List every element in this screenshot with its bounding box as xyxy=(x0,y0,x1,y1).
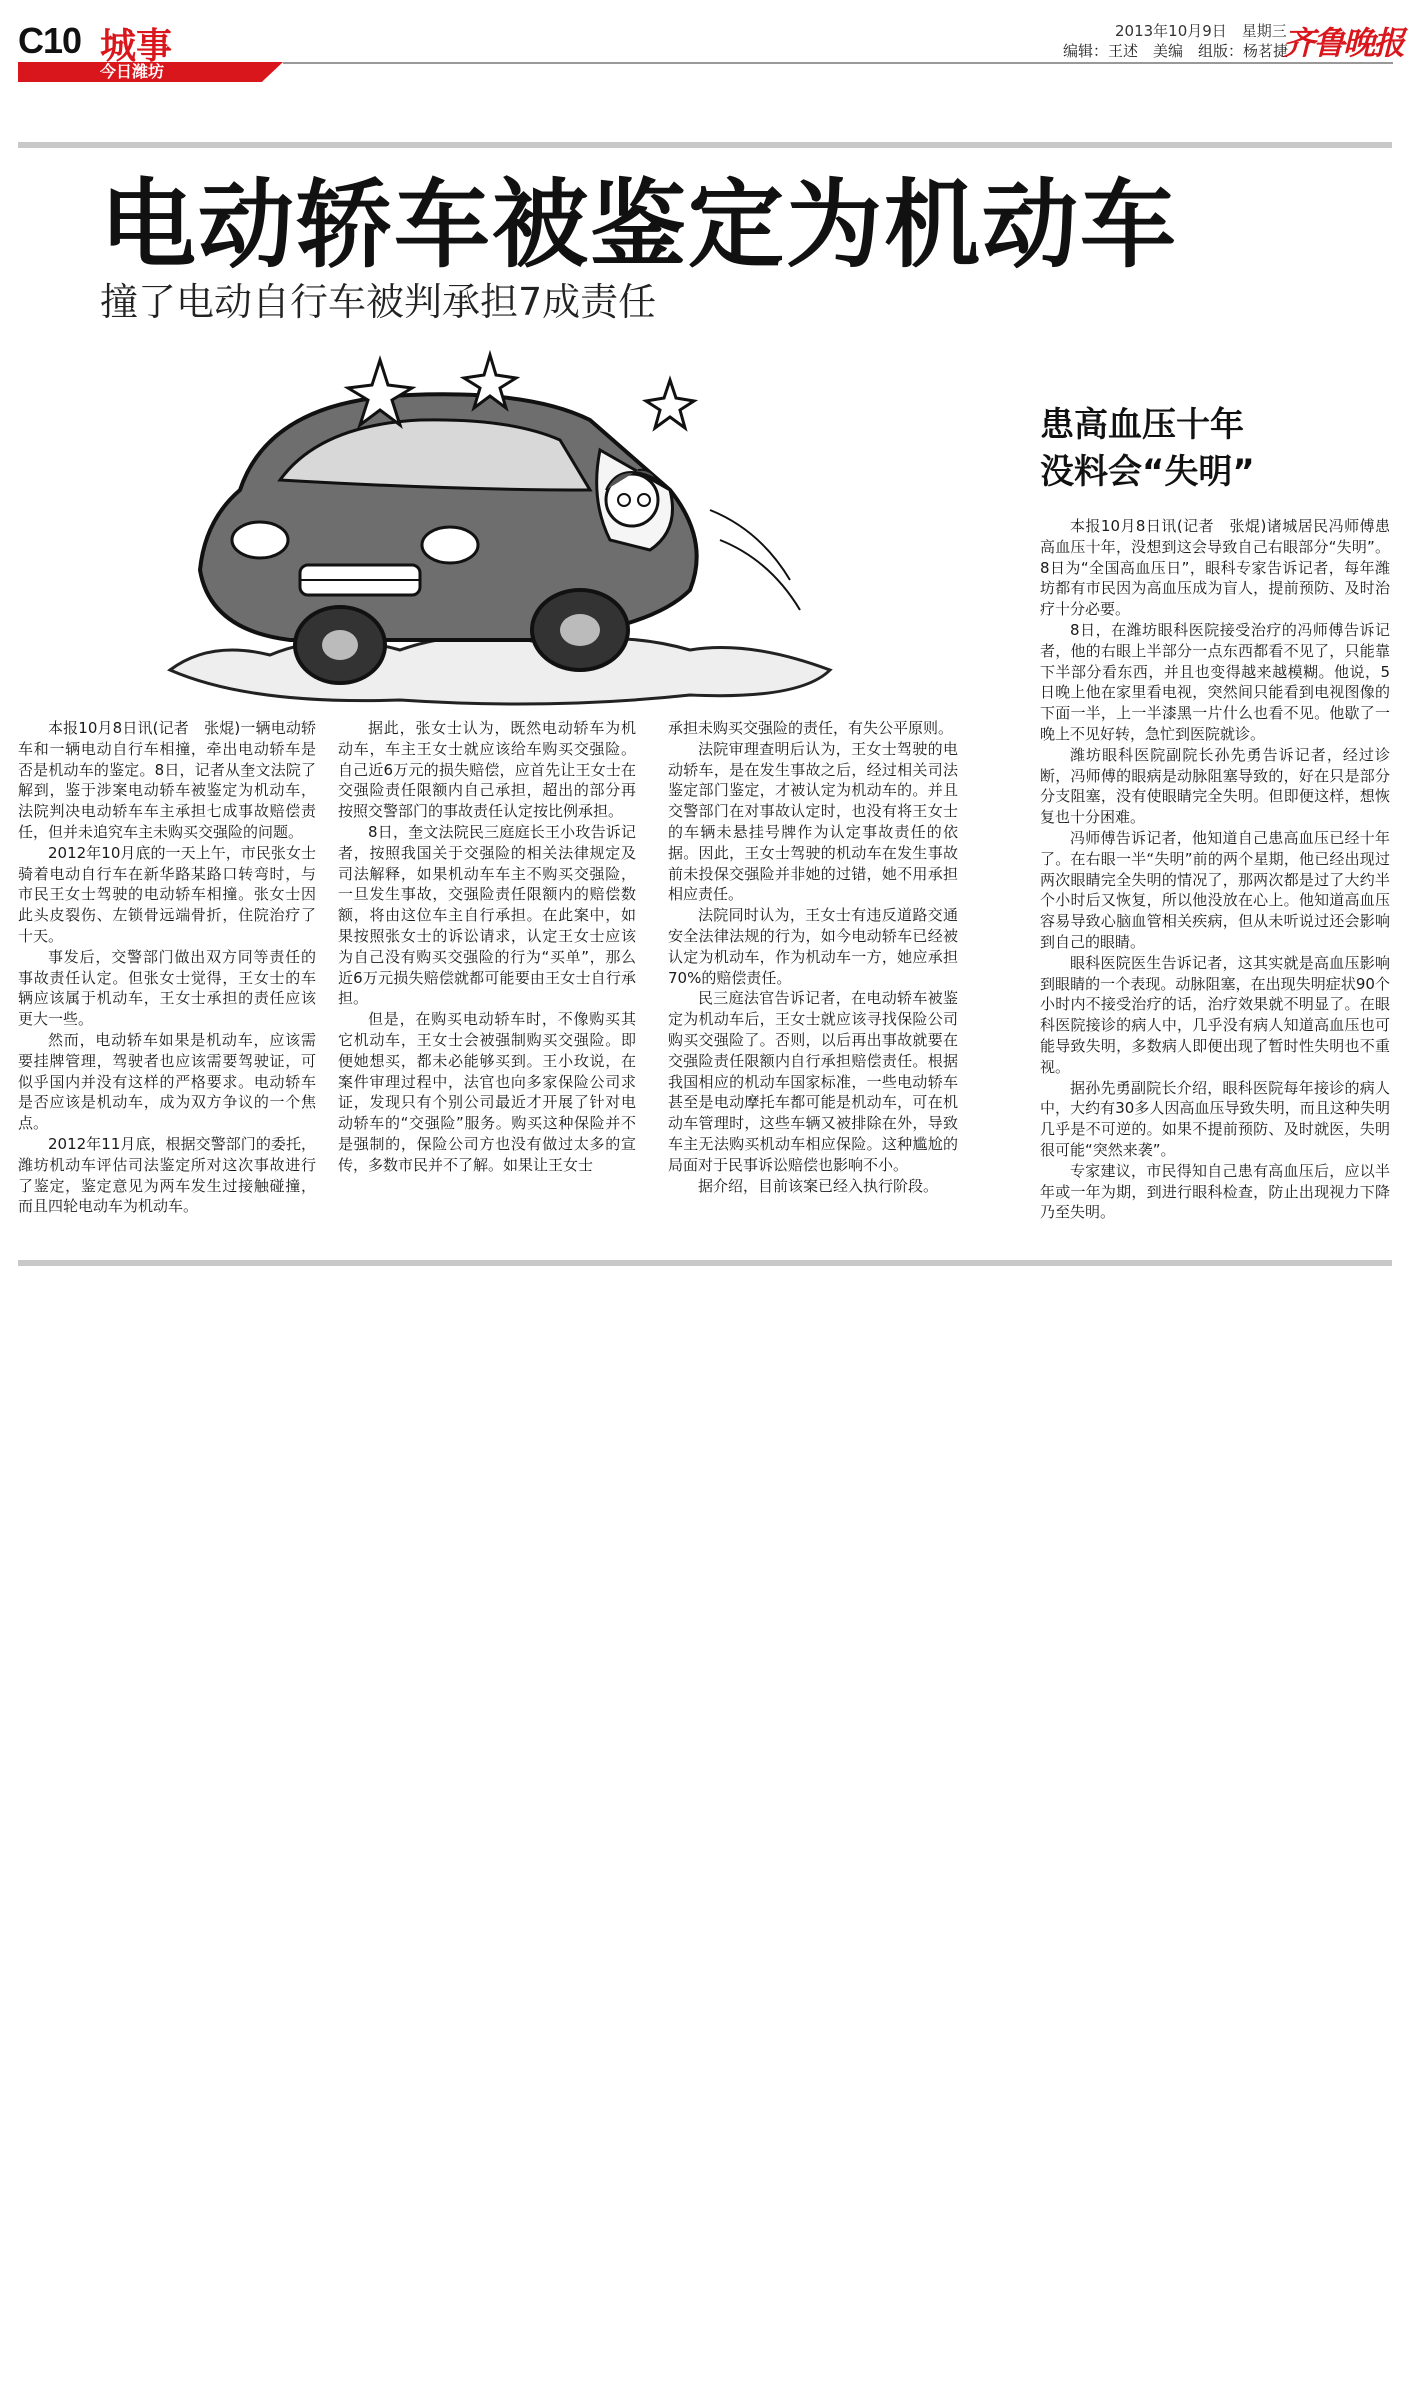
paragraph: 法院同时认为，王女士有违反道路交通安全法律法规的行为，如今电动轿车已经被认定为机动车，作为机动车一方，她应承担70%的赔偿责任。 xyxy=(668,906,958,987)
side-article-body xyxy=(1040,516,1390,1223)
bottom-rule xyxy=(18,1260,1392,1266)
page-number: C10 xyxy=(18,20,82,61)
paragraph: 然而，电动轿车如果是机动车，应该需要挂牌管理，驾驶者也应该需要驾驶证，可似乎国内并没有这样的严格要求。电动轿车是否应该是机动车，成为双方争议的一个焦点。 xyxy=(18,1030,316,1133)
paragraph: 2012年11月底，根据交警部门的委托，潍坊机动车评估司法鉴定所对这次事故进行了鉴定，鉴定意见为两车发生过接触碰撞，而且四轮电动车为机动车。 xyxy=(18,1134,316,1216)
header-divider xyxy=(283,62,1393,64)
side-article-title xyxy=(1040,402,1255,496)
paragraph: 据孙先勇副院长介绍，眼科医院每年接诊的病人中，大约有30多人因高血压导致失明，而且这种失明几乎是不可逆的。如果不提前预防、及时就医，失明很可能“突然来袭”。 xyxy=(1040,1078,1390,1159)
paragraph: 承担未购买交强险的责任，有失公平原则。 xyxy=(668,719,954,737)
subsection-label: 今日潍坊 xyxy=(100,62,165,81)
paragraph: 据介绍，目前该案已经入执行阶段。 xyxy=(698,1176,939,1195)
headline: 电动轿车被鉴定为机动车 xyxy=(100,169,1178,281)
side-title-line-2: 没料会“失明” xyxy=(1040,452,1255,492)
paragraph: 法院审理查明后认为，王女士驾驶的电动轿车，是在发生事故之后，经过相关司法鉴定部门鉴定，才被认定为机动车的。并且交警部门在对事故认定时，也没有将王女士的车辆未悬挂号牌作为认定事故责任的依据。因此，王女士驾驶的机动车在发生事故前未投保交强险并非她的过错，她不用承担相应责任。 xyxy=(668,739,958,904)
editor-credits: 编辑：王述 美编 组版：杨茗捷 xyxy=(1063,42,1289,60)
paragraph: 眼科医院医生告诉记者，这其实就是高血压影响到眼睛的一个表现。动脉阻塞，在出现失明症状90个小时内不接受治疗的话，治疗效果就不明显了。在眼科医院接诊的病人中，几乎没有病人知道高血压也可能导致失明，多数病人即便出现了暂时性失明也不重视。 xyxy=(1040,953,1390,1076)
paragraph: 事发后，交警部门做出双方同等责任的事故责任认定。但张女士觉得，王女士的车辆应该属于机动车，王女士承担的责任应该更大一些。 xyxy=(18,947,316,1029)
paragraph: 专家建议，市民得知自己患有高血压后，应以半年或一年为期，到进行眼科检查，防止出现视力下降乃至失明。 xyxy=(1040,1161,1390,1222)
paragraph: 潍坊眼科医院副院长孙先勇告诉记者，经过诊断，冯师傅的眼病是动脉阻塞导致的，好在只是部分分支阻塞，没有使眼睛完全失明。但即便这样，想恢复也十分困难。 xyxy=(1040,745,1390,827)
newspaper-logo: 齐鲁晚报 xyxy=(1283,24,1404,62)
paragraph: 冯师傅告诉记者，他知道自己患高血压已经十年了。在右眼一半“失明”前的两个星期，他已经出现过两次眼睛完全失明的情况了，那两次都是过了大约半个小时后又恢复，所以他没放在心上。他知道高血压容易导致心脑血管相关疾病，但从未听说过还会影响到自己的眼睛。 xyxy=(1040,828,1390,951)
article-column-2 xyxy=(338,718,636,1176)
article-column-1 xyxy=(18,718,316,1217)
subheadline: 撞了电动自行车被判承担7成责任 xyxy=(100,280,657,324)
paragraph: 据此，张女士认为，既然电动轿车为机动车，车主王女士就应该给车购买交强险。自己近6万元的损失赔偿，应首先让王女士在交强险责任限额内自己承担，超出的部分再按照交警部门的事故责任认定按比例承担。 xyxy=(338,719,636,821)
paragraph: 8日，在潍坊眼科医院接受治疗的冯师傅告诉记者，他的右眼上半部分一点东西都看不见了，只能靠下半部分看东西，并且也变得越来越模糊。他说，5日晚上他在家里看电视，突然间只能看到电视图像的下面一半，上一半漆黑一片什么也看不见。他歇了一晚上不见好转，急忙到医院就诊。 xyxy=(1040,620,1390,743)
section-title: 城事 xyxy=(100,26,173,67)
article-column-3 xyxy=(668,718,958,1196)
paragraph: 但是，在购买电动轿车时，不像购买其它机动车，王女士会被强制购买交强险。即便她想买，都未必能够买到。王小玫说，在案件审理过程中，法官也向多家保险公司求证，发现只有个别公司最近才开展了针对电动轿车的“交强险”服务。购买这种保险并不是强制的，保险公司方也没有做过太多的宣传，多数市民并不了解。如果让王女士 xyxy=(338,1010,636,1174)
paragraph: 民三庭法官告诉记者，在电动轿车被鉴定为机动车后，王女士就应该寻找保险公司购买交强险了。否则，以后再出事故就要在交强险责任限额内自行承担赔偿责任。根据我国相应的机动车国家标准，一些电动轿车甚至是电动摩托车都可能是机动车，可在机动车管理时，这些车辆又被排除在外，导致车主无法购买机动车相应保险。这种尴尬的局面对于民事诉讼赔偿也影响不小。 xyxy=(668,989,958,1174)
side-title-line-1: 患高血压十年 xyxy=(1040,405,1244,445)
top-rule xyxy=(18,142,1392,148)
paragraph: 8日，奎文法院民三庭庭长王小玫告诉记者，按照我国关于交强险的相关法律规定及司法解释，如果机动车车主不购买交强险，一旦发生事故，交强险责任限额内的赔偿数额，将由这位车主自行承担。在此案中，如果按照张女士的诉讼请求，认定王女士应该为自己没有购买交强险的行为“买单”，那么近6万元损失赔偿就都可能要由王女士自行承担。 xyxy=(338,822,636,1008)
cartoon-car-crash-illustration xyxy=(150,340,850,710)
paragraph: 2012年10月底的一天上午，市民张女士骑着电动自行车在新华路某路口转弯时，与市民王女士驾驶的电动轿车相撞。张女士因此头皮裂伤、左锁骨远端骨折，住院治疗了十天。 xyxy=(18,843,316,945)
issue-date: 2013年10月9日 星期三 xyxy=(1115,22,1287,40)
paragraph: 本报10月8日讯(记者 张焜)诸城居民冯师傅患高血压十年，没想到这会导致自己右眼部分“失明”。8日为“全国高血压日”，眼科专家告诉记者，每年潍坊都有市民因为高血压成为盲人，提前预防、及时治疗十分必要。 xyxy=(1040,517,1390,619)
paragraph: 本报10月8日讯(记者 张焜)一辆电动轿车和一辆电动自行车相撞，牵出电动轿车是否是机动车的鉴定。8日，记者从奎文法院了解到，鉴于涉案电动轿车被鉴定为机动车，法院判决电动轿车车主承担七成事故赔偿责任，但并未追究车主未购买交强险的问题。 xyxy=(18,719,316,841)
